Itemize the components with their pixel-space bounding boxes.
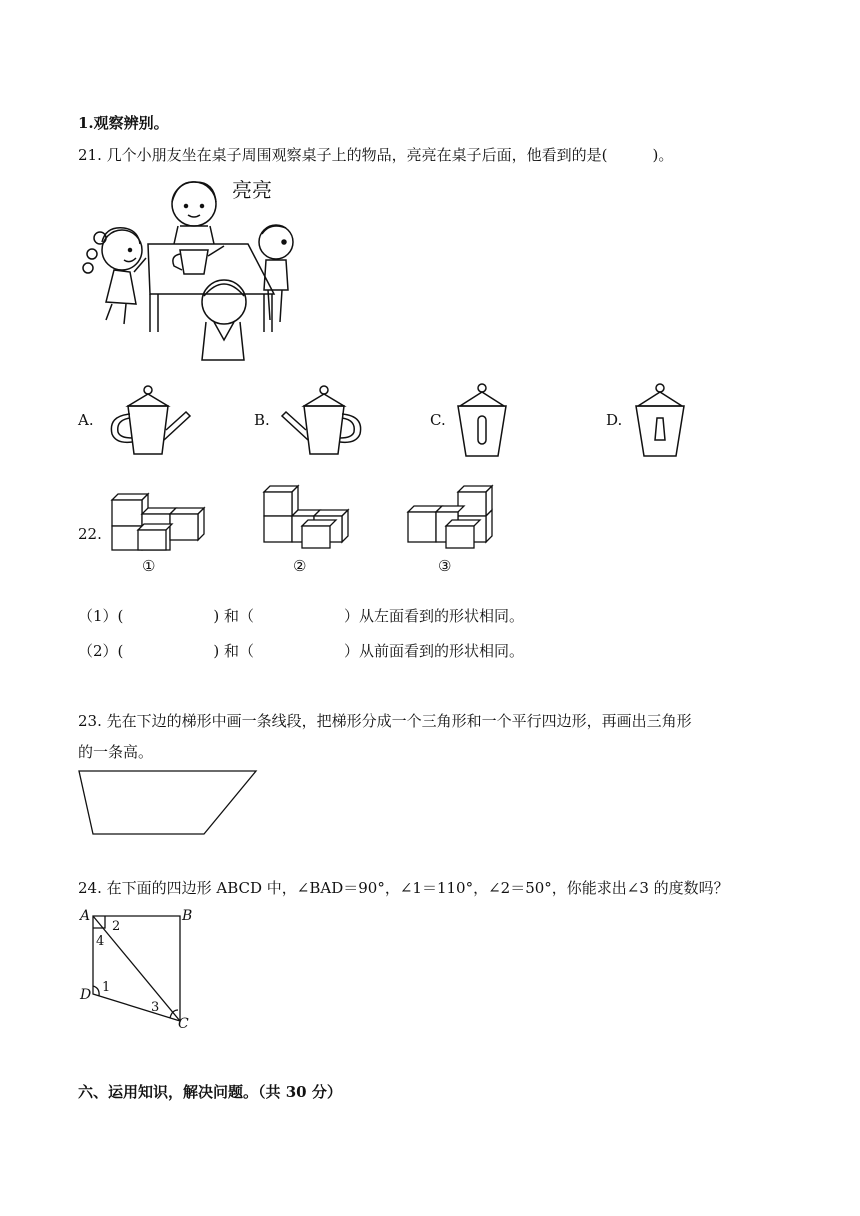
cube-stack-2-drawing — [262, 482, 352, 552]
option-a-teapot-side-left[interactable] — [102, 384, 194, 460]
vertex-label-d: D — [80, 987, 92, 1003]
question-21-scene — [78, 172, 298, 372]
trapezoid-drawing — [78, 770, 258, 836]
trapezoid-figure[interactable] — [78, 770, 258, 836]
angle-label-1: 1 — [102, 980, 111, 995]
option-d-label: D. — [606, 411, 623, 429]
question-24-text: 24. 在下面的四边形 ABCD 中，∠BAD＝90°，∠1＝110°，∠2＝50°，你能求出∠3 的度数吗？ — [78, 879, 729, 897]
option-b-teapot-side-right[interactable] — [278, 384, 370, 460]
cube-stack-3-drawing — [406, 482, 496, 552]
option-c-teapot-back[interactable] — [452, 382, 512, 460]
question-23-line1: 23. 先在下边的梯形中画一条线段，把梯形分成一个三角形和一个平行四边形，再画出三角形 — [78, 712, 692, 730]
section-heading: 1.观察辨别。 — [78, 114, 169, 132]
question-22-number: 22. — [78, 525, 102, 543]
teapot-side-view-icon — [102, 384, 194, 460]
vertex-label-c: C — [178, 1016, 189, 1032]
question-22-sub1: （1）( ) 和（ ）从左面看到的形状相同。 — [78, 607, 525, 625]
scene-label-liangliang: 亮亮 — [232, 178, 272, 202]
question-22-sub2: （2）( ) 和（ ）从前面看到的形状相同。 — [78, 642, 525, 660]
option-b-label: B. — [254, 411, 270, 429]
section-six-heading: 六、运用知识，解决问题。（共 30 分） — [78, 1083, 342, 1101]
angle-label-4: 4 — [96, 934, 105, 949]
cube-figure-1 — [108, 490, 208, 552]
option-c-label: C. — [430, 411, 446, 429]
vertex-label-a: A — [80, 908, 91, 924]
teapot-front-view-icon — [630, 382, 690, 460]
option-d-teapot-front[interactable] — [630, 382, 690, 460]
angle-label-3: 3 — [151, 1000, 160, 1015]
angle-label-2: 2 — [112, 919, 121, 934]
vertex-label-b: B — [182, 908, 193, 924]
figure-label-1: ① — [142, 557, 156, 575]
question-21-text: 21. 几个小朋友坐在桌子周围观察桌子上的物品，亮亮在桌子后面，他看到的是( )。 — [78, 146, 674, 164]
cube-stack-1-drawing — [108, 490, 208, 552]
cube-figure-3 — [406, 482, 496, 552]
cube-figure-2 — [262, 482, 352, 552]
teapot-side-view-icon — [278, 384, 370, 460]
figure-label-2: ② — [293, 557, 307, 575]
figure-label-3: ③ — [438, 557, 452, 575]
teapot-back-view-icon — [452, 382, 512, 460]
children-around-table-illustration — [78, 172, 298, 372]
question-23-line2: 的一条高。 — [78, 743, 154, 761]
option-a-label: A. — [78, 411, 94, 429]
